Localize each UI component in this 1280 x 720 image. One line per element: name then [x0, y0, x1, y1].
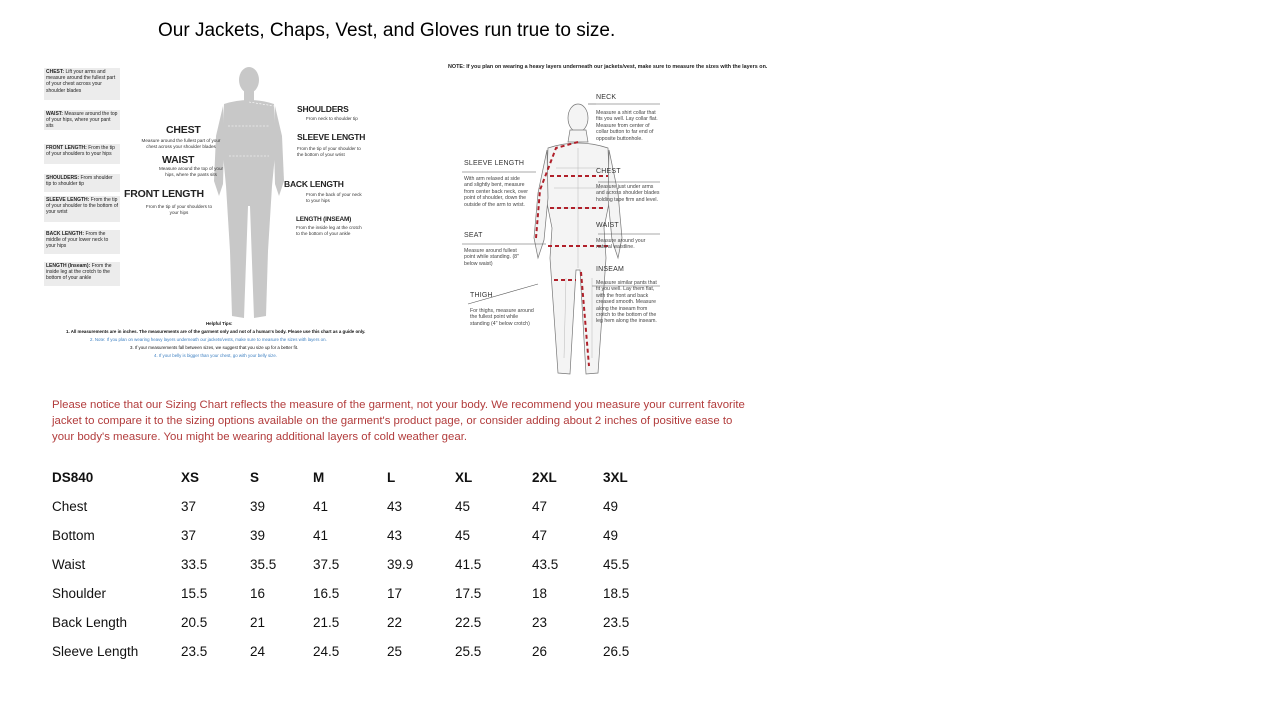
table-cell: 24.5: [313, 644, 340, 659]
seat-heading: SEAT: [464, 232, 483, 239]
table-cell: 16: [250, 586, 266, 601]
table-cell: 45: [455, 499, 471, 514]
neck-text: Measure a shirt collar that fits you well. Lay collar flat. Measure from center of collar button to far end of opposite buttonhole.: [596, 110, 658, 142]
label-inseam: LENGTH (INSEAM): [296, 216, 352, 223]
sidebar-shoulders: SHOULDERS: From shoulder tip to shoulder tip: [44, 174, 120, 192]
table-cell: 45: [455, 528, 471, 543]
table-cell: 37.5: [313, 557, 340, 572]
table-cell: 18: [532, 586, 548, 601]
label-back-length-sub: From the back of your neck to your hips: [306, 192, 362, 203]
table-cell: 35.5: [250, 557, 277, 572]
label-waist: WAIST: [162, 154, 195, 166]
tips-title: Helpful Tips:: [206, 321, 233, 326]
table-cell: 22: [387, 615, 403, 630]
table-cell: 43: [387, 528, 403, 543]
tip-2: 2. Note: If you plan on wearing heavy layers underneath our jackets/vests, make sure to measure the sizes with layers on.: [90, 337, 327, 342]
table-cell: Back Length: [52, 615, 128, 630]
sleeve-heading: SLEEVE LENGTH: [464, 160, 525, 167]
table-cell: 21: [250, 615, 266, 630]
waist-text: Measure around your natural waistline.: [596, 238, 646, 251]
thigh-text: For thighs, measure around the fullest point while standing (4" below crotch): [470, 308, 534, 327]
table-cell: 26.5: [603, 644, 630, 659]
table-cell: 43: [387, 499, 403, 514]
table-header-cell: XL: [455, 470, 473, 485]
label-shoulders: SHOULDERS: [297, 104, 349, 114]
table-cell: 22.5: [455, 615, 482, 630]
body-measurement-diagram: [44, 66, 409, 372]
sizing-notice: Please notice that our Sizing Chart reflects the measure of the garment, not your body. We recommend you measure your current favorite jacket to compare it to the sizing options available on the garment's product page, or consider adding about 2 inches of positive ease to your body's measure. You might be wearing additional layers of cold weather gear.: [52, 399, 745, 443]
table-cell: 47: [532, 528, 548, 543]
table-cell: Bottom: [52, 528, 95, 543]
inseam-text: Measure similar pants that fit you well. Lay them flat, with the front and back creased smooth. Measure along the inseam from crotch to the bottom of the leg hem along the inseam.: [596, 280, 657, 325]
table-cell: 37: [181, 528, 197, 543]
thigh-heading: THIGH: [470, 292, 493, 299]
table-cell: 23: [532, 615, 548, 630]
table-cell: 37: [181, 499, 197, 514]
tip-1: 1. All measurements are in inches. The measurements are of the garment only and not of a human's body. Please use this chart as a guide only.: [66, 329, 366, 334]
label-front-length-sub: From the tip of your shoulders to your hips: [145, 204, 213, 215]
neck-heading: NECK: [596, 94, 617, 101]
table-cell: 17: [387, 586, 403, 601]
table-cell: 25: [387, 644, 403, 659]
table-cell: Shoulder: [52, 586, 107, 601]
table-header-cell: L: [387, 470, 396, 485]
sidebar-sleeve-length: SLEEVE LENGTH: From the tip of your shoulder to the bottom of your wrist: [44, 196, 120, 222]
table-cell: 25.5: [455, 644, 482, 659]
sidebar-front-length: FRONT LENGTH: From the tip of your shoulders to your hips: [44, 144, 120, 164]
label-inseam-sub: From the inside leg at the crotch to the bottom of your ankle: [296, 225, 362, 236]
table-cell: 49: [603, 499, 619, 514]
layers-note: NOTE: If you plan on wearing a heavy layers underneath our jackets/vest, make sure to measure the sizes with the layers on.: [448, 64, 768, 70]
table-cell: 23.5: [181, 644, 208, 659]
sidebar-back-length: BACK LENGTH: From the middle of your lower neck to your hips: [44, 230, 120, 254]
label-chest: CHEST: [166, 124, 201, 136]
inseam-heading: INSEAM: [596, 266, 625, 273]
table-cell: 41: [313, 499, 329, 514]
table-cell: 16.5: [313, 586, 340, 601]
table-cell: 26: [532, 644, 548, 659]
table-header-cell: DS840: [52, 470, 94, 485]
table-cell: 41: [313, 528, 329, 543]
sidebar-chest: CHEST: Lift your arms and measure around the fullest part of your chest across your shoulder blades: [44, 68, 120, 100]
table-cell: Sleeve Length: [52, 644, 139, 659]
label-chest-sub: Measure around the fullest part of your chest across your shoulder blades: [141, 138, 221, 149]
tip-3: 3. If your measurements fall between sizes, we suggest that you size up for a better fit.: [130, 345, 299, 350]
chest-heading: CHEST: [596, 168, 621, 175]
seat-text: Measure around fullest point while standing. (8" below waist): [464, 248, 519, 267]
table-cell: 17.5: [455, 586, 482, 601]
table-cell: 39: [250, 499, 266, 514]
label-shoulders-sub: From neck to shoulder tip: [306, 116, 358, 121]
sidebar-inseam: LENGTH (Inseam): From the inside leg at the crotch to the bottom of your ankle: [44, 262, 120, 286]
table-cell: 39.9: [387, 557, 414, 572]
body-silhouette: [214, 66, 284, 326]
tip-4: 4. If your belly is bigger than your chest, go with your belly size.: [154, 353, 277, 358]
table-header-cell: 2XL: [532, 470, 557, 485]
table-cell: 15.5: [181, 586, 208, 601]
label-back-length: BACK LENGTH: [284, 179, 344, 189]
table-header-cell: M: [313, 470, 325, 485]
table-cell: 39: [250, 528, 266, 543]
table-cell: 21.5: [313, 615, 340, 630]
page-title: Our Jackets, Chaps, Vest, and Gloves run true to size.: [158, 20, 616, 41]
label-sleeve-length: SLEEVE LENGTH: [297, 132, 366, 142]
label-sleeve-length-sub: From the tip of your shoulder to the bottom of your wrist: [297, 146, 361, 157]
table-header-cell: XS: [181, 470, 200, 485]
table-cell: Waist: [52, 557, 86, 572]
table-cell: Chest: [52, 499, 88, 514]
table-cell: 24: [250, 644, 266, 659]
chest-text: Measure just under arms and across shoulder blades holding tape firm and level.: [596, 184, 660, 203]
table-header-cell: 3XL: [603, 470, 628, 485]
sidebar-waist: WAIST: Measure around the top of your hips, where your pant sits: [44, 110, 120, 130]
table-cell: 45.5: [603, 557, 630, 572]
table-cell: 18.5: [603, 586, 630, 601]
table-header-cell: S: [250, 470, 260, 485]
table-cell: 20.5: [181, 615, 208, 630]
table-cell: 47: [532, 499, 548, 514]
table-cell: 43.5: [532, 557, 559, 572]
waist-heading: WAIST: [596, 222, 619, 229]
label-waist-sub: Measure around the top of your hips, where the pants sits: [158, 166, 224, 177]
sleeve-text: With arm relaxed at side and slightly bent, measure from center back neck, over point of shoulder, down the outside of the arm to wrist.: [464, 176, 529, 208]
table-cell: 23.5: [603, 615, 630, 630]
garment-measurement-diagram: [448, 64, 768, 378]
table-cell: 33.5: [181, 557, 208, 572]
table-cell: 49: [603, 528, 619, 543]
label-front-length: FRONT LENGTH: [124, 188, 204, 200]
table-cell: 41.5: [455, 557, 482, 572]
